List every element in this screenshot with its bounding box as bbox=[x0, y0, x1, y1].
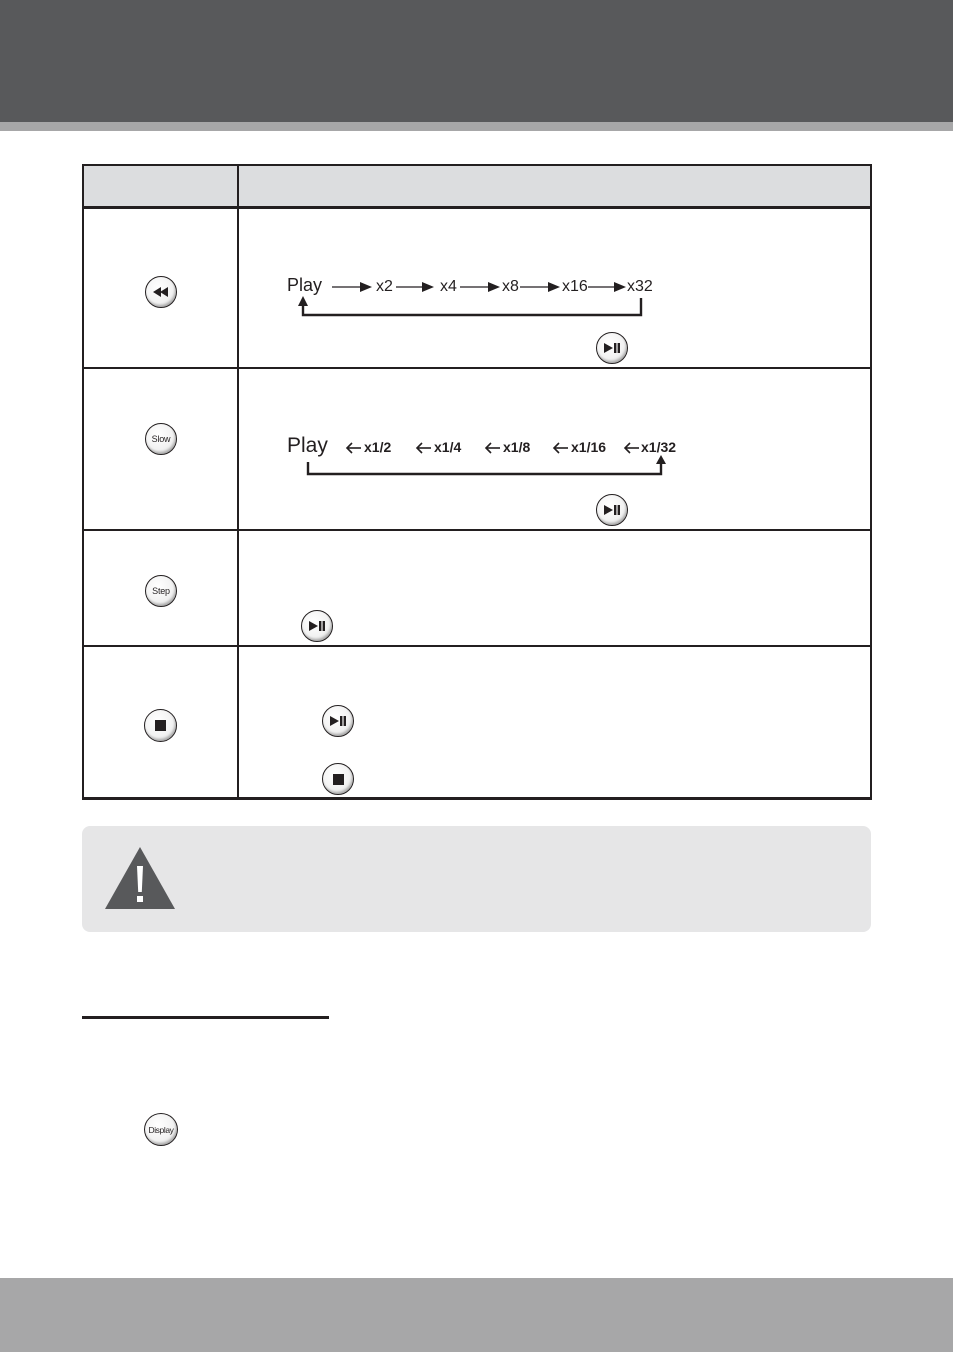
play-pause-button[interactable] bbox=[596, 494, 628, 526]
play-pause-icon bbox=[604, 505, 620, 515]
caution-box bbox=[82, 826, 871, 932]
play-pause-button[interactable] bbox=[322, 705, 354, 737]
slow-seq-x1-8: x1/8 bbox=[503, 439, 531, 455]
play-pause-button[interactable] bbox=[301, 610, 333, 642]
slow-seq-x1-2: x1/2 bbox=[364, 439, 392, 455]
rewind-seq-play: Play bbox=[287, 275, 323, 295]
stop-icon bbox=[155, 720, 166, 731]
stop-button[interactable] bbox=[144, 709, 177, 742]
play-pause-icon bbox=[330, 716, 346, 726]
slow-seq-play: Play bbox=[287, 434, 328, 457]
warning-icon bbox=[104, 846, 176, 910]
rewind-seq-x32: x32 bbox=[627, 278, 653, 295]
stop-button[interactable] bbox=[322, 763, 354, 795]
rewind-seq-x4: x4 bbox=[440, 278, 457, 295]
slow-seq-x1-4: x1/4 bbox=[434, 439, 462, 455]
slow-seq-x1-32: x1/32 bbox=[641, 439, 677, 455]
step-button[interactable] bbox=[145, 575, 177, 607]
stop-icon bbox=[333, 774, 344, 785]
display-button-label: Display bbox=[148, 1124, 174, 1135]
section-heading-underline bbox=[82, 1016, 329, 1019]
rewind-seq-x2: x2 bbox=[376, 278, 393, 295]
rewind-seq-x16: x16 bbox=[562, 278, 588, 295]
slow-button-label: Slow bbox=[151, 434, 171, 444]
display-button[interactable] bbox=[144, 1113, 178, 1146]
footer-band bbox=[0, 1278, 953, 1352]
play-pause-icon bbox=[309, 621, 325, 631]
slow-seq-x1-16: x1/16 bbox=[571, 439, 607, 455]
step-button-label: Step bbox=[152, 586, 170, 596]
rewind-seq-x8: x8 bbox=[502, 278, 519, 295]
